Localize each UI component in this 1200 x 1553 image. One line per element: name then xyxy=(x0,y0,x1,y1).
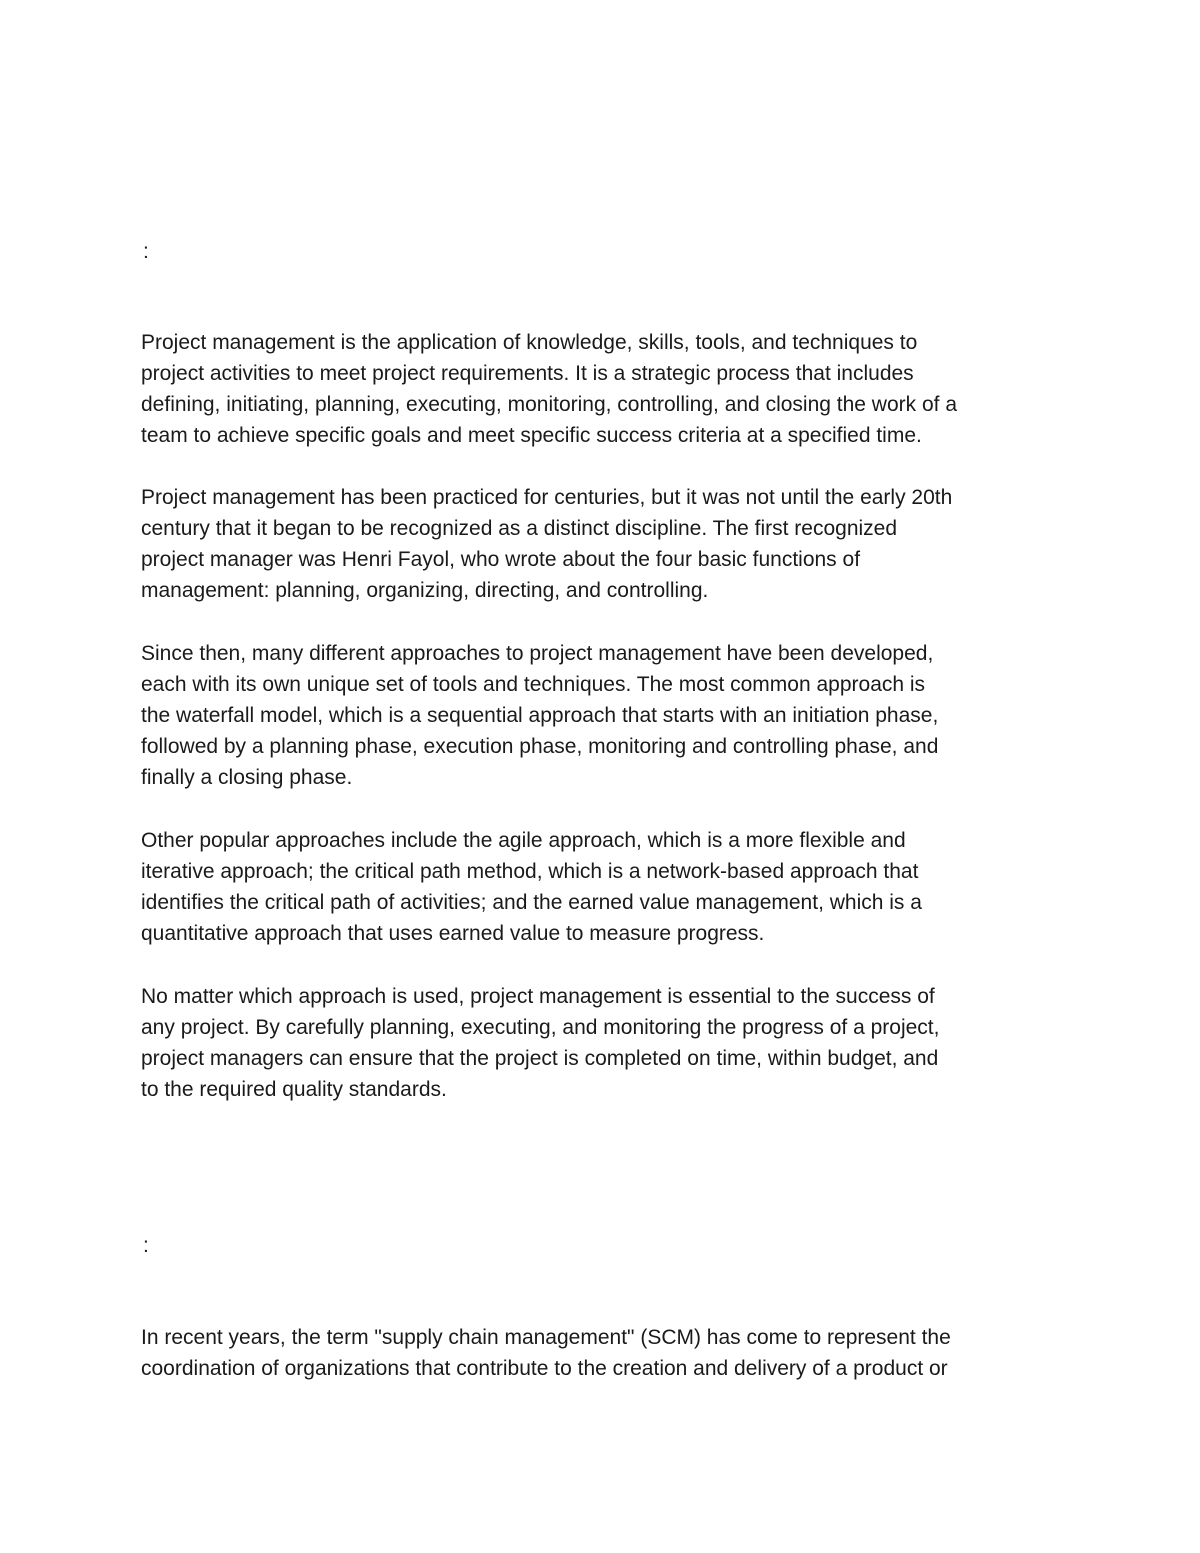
text-line: iterative approach; the critical path method, which is a network-based approach that xyxy=(141,860,919,883)
text-line: Project management has been practiced for centuries, but it was not until the early 20th xyxy=(141,486,953,509)
section-1-paragraph-2 xyxy=(141,482,1071,606)
text-line: No matter which approach is used, project management is essential to the success of xyxy=(141,985,935,1008)
text-line: finally a closing phase. xyxy=(141,766,353,789)
text-line: each with its own unique set of tools and techniques. The most common approach is xyxy=(141,673,926,696)
text-line: project managers can ensure that the project is completed on time, within budget, and xyxy=(141,1047,939,1070)
text-line: In recent years, the term "supply chain management" (SCM) has come to represent the xyxy=(141,1326,951,1349)
text-line: defining, initiating, planning, executing, monitoring, controlling, and closing the work of a xyxy=(141,393,957,416)
text-line: Project management is the application of knowledge, skills, tools, and techniques to xyxy=(141,331,918,354)
text-line: followed by a planning phase, execution phase, monitoring and controlling phase, and xyxy=(141,735,939,758)
section-1-paragraph-4 xyxy=(141,825,1071,949)
text-line: project manager was Henri Fayol, who wrote about the four basic functions of xyxy=(141,548,861,571)
text-line: Since then, many different approaches to project management have been developed, xyxy=(141,642,934,665)
text-line: to the required quality standards. xyxy=(141,1078,447,1101)
section-1-paragraph-3 xyxy=(141,638,1071,793)
text-line: quantitative approach that uses earned value to measure progress. xyxy=(141,922,765,945)
text-line: the waterfall model, which is a sequential approach that starts with an initiation phase, xyxy=(141,704,939,727)
section-1-paragraph-1 xyxy=(141,327,1071,451)
text-line: identifies the critical path of activities; and the earned value management, which is a xyxy=(141,891,922,914)
section-1-paragraph-5 xyxy=(141,981,1071,1105)
section-1-heading-marker: : xyxy=(143,240,149,263)
text-line: team to achieve specific goals and meet specific success criteria at a specified time. xyxy=(141,424,922,447)
text-line: any project. By carefully planning, executing, and monitoring the progress of a project, xyxy=(141,1016,940,1039)
text-line: century that it began to be recognized as a distinct discipline. The first recognized xyxy=(141,517,898,540)
section-2-heading-marker: : xyxy=(143,1234,149,1257)
text-line: project activities to meet project requirements. It is a strategic process that includes xyxy=(141,362,914,385)
text-line: management: planning, organizing, directing, and controlling. xyxy=(141,579,709,602)
section-2-paragraph-1 xyxy=(141,1322,1071,1384)
text-line: coordination of organizations that contribute to the creation and delivery of a product or xyxy=(141,1357,948,1380)
text-line: Other popular approaches include the agile approach, which is a more flexible and xyxy=(141,829,906,852)
